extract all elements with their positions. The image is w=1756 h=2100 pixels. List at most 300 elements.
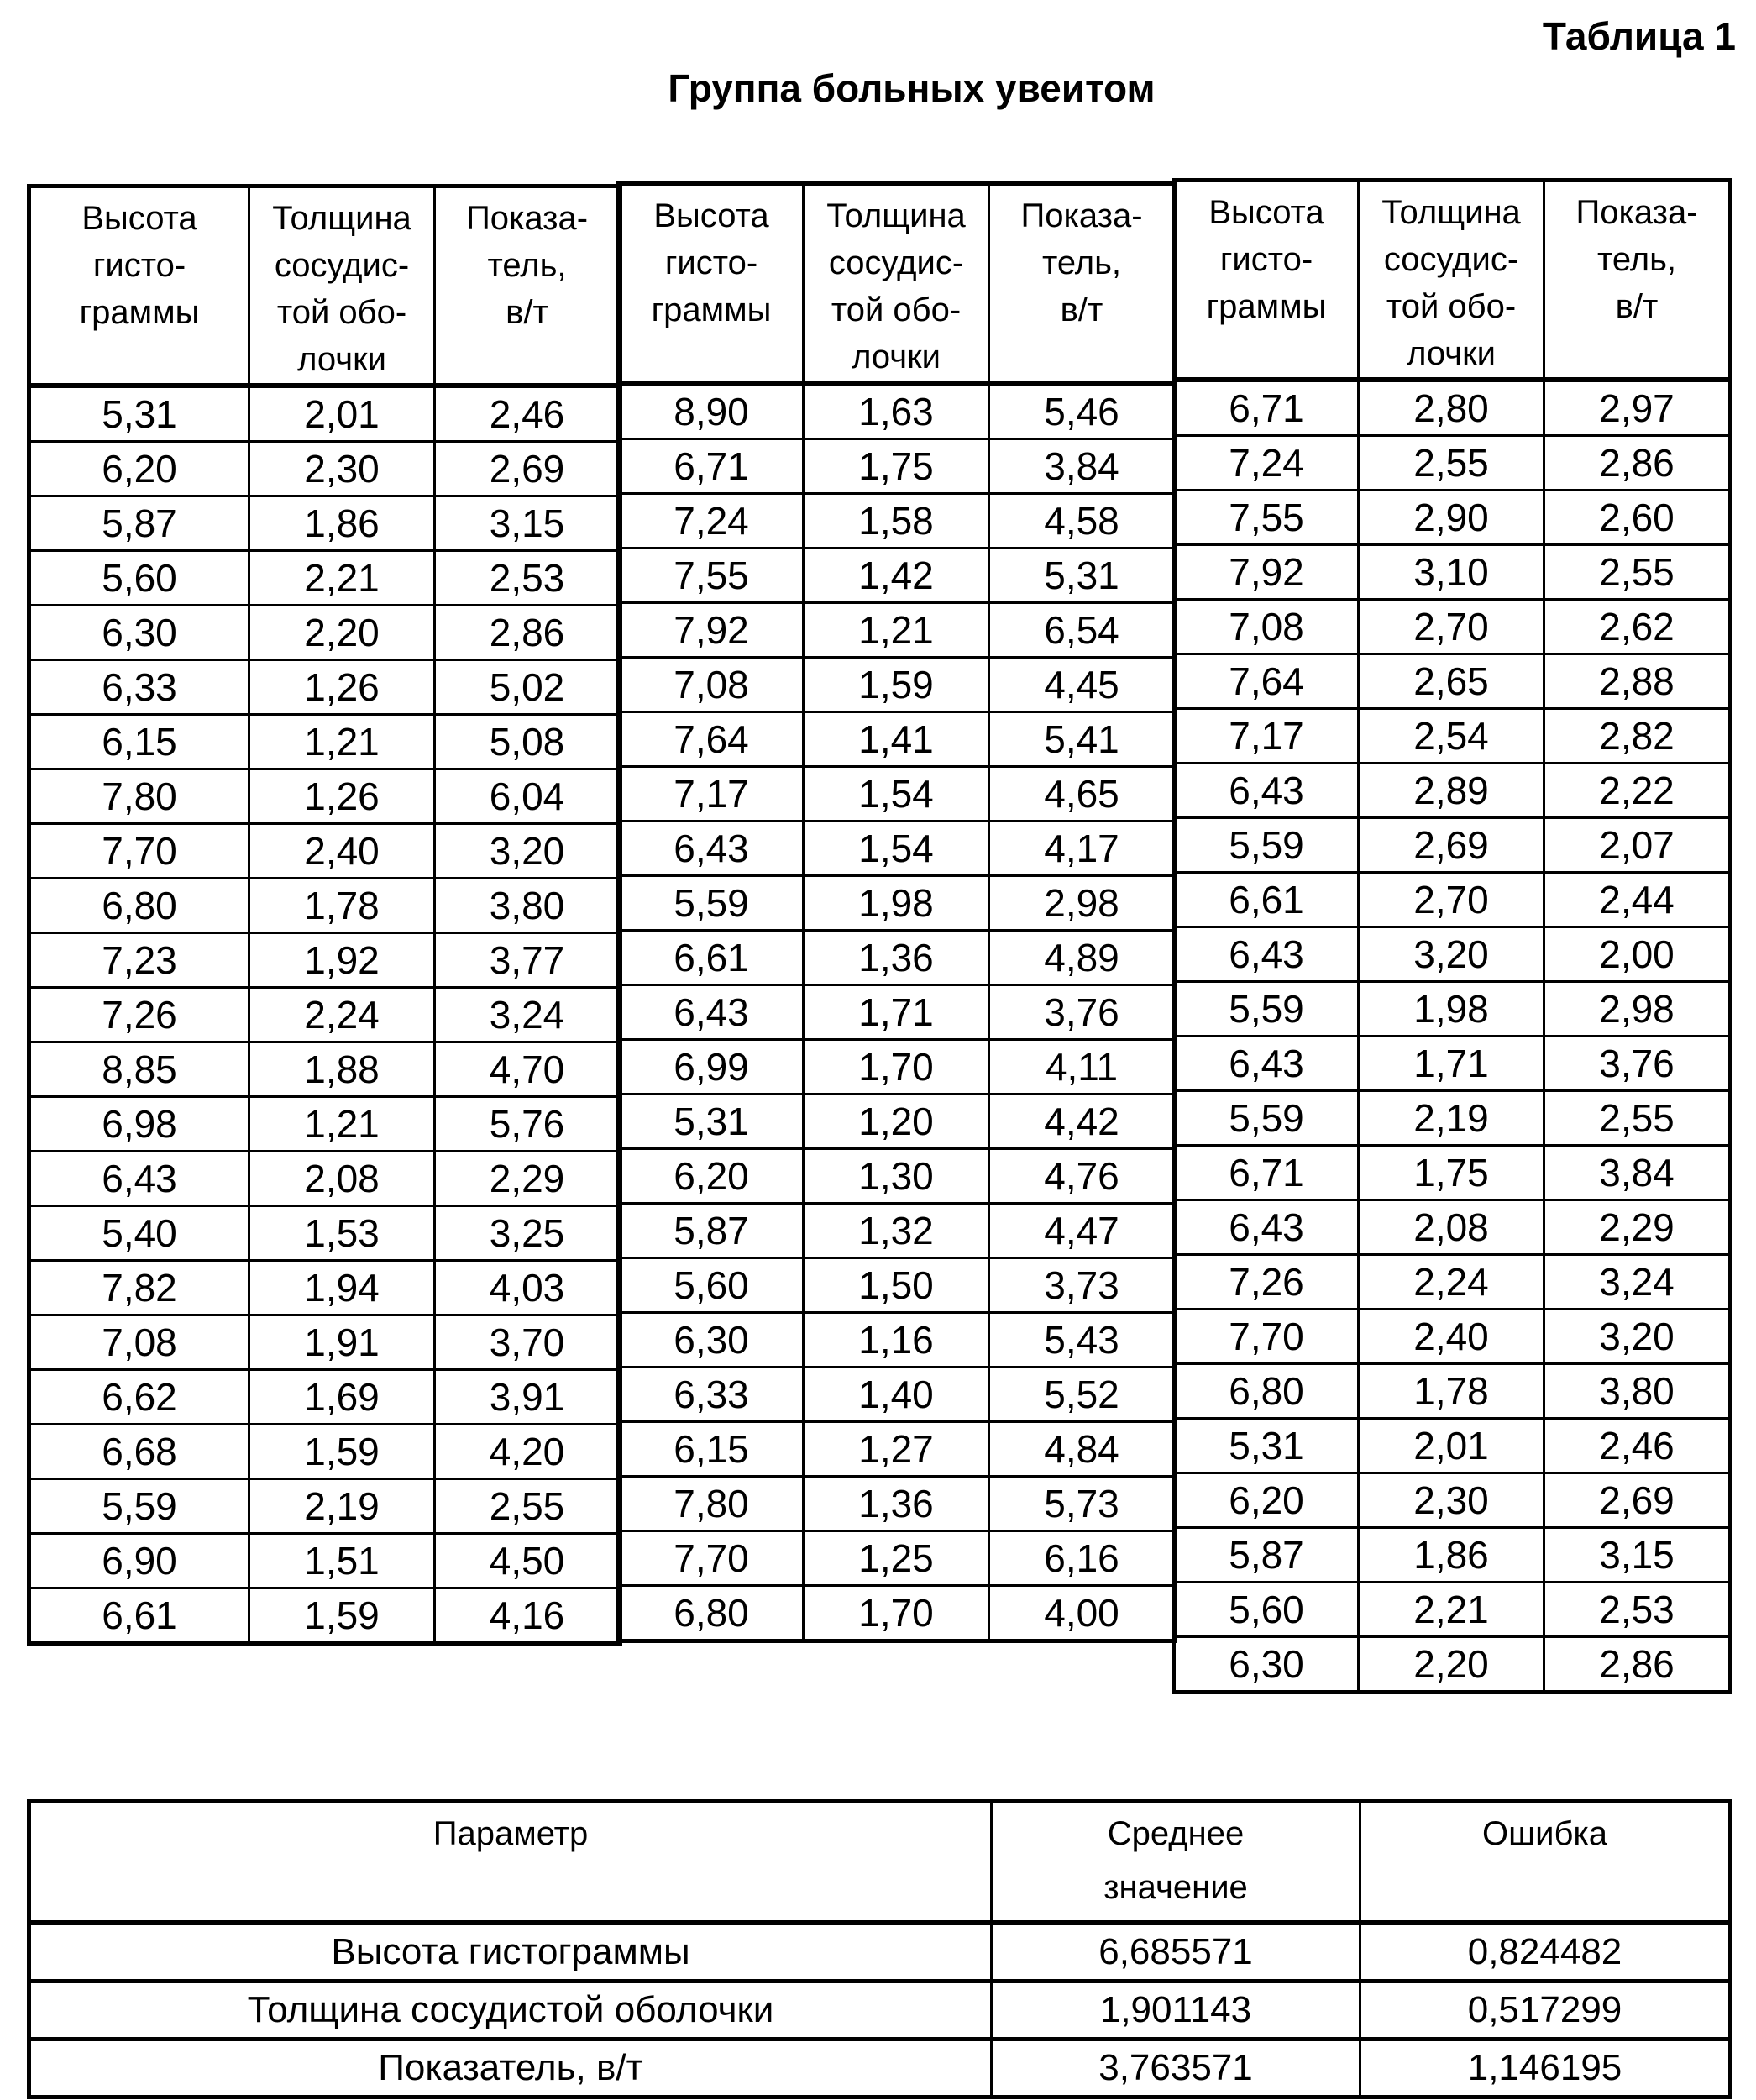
cell-height: 6,20 [29,442,249,496]
cell-thickness: 1,70 [804,1586,989,1641]
cell-index: 2,46 [1544,1419,1731,1473]
cell-index: 5,46 [989,383,1176,439]
cell-height: 6,20 [1174,1473,1359,1528]
header-column-index [435,186,621,386]
cell-height: 5,59 [1174,982,1359,1037]
cell-thickness: 1,70 [804,1040,989,1095]
cell-index: 3,20 [435,824,621,879]
cell-index: 4,20 [435,1425,621,1479]
cell-index: 2,53 [435,551,621,606]
cell-thickness: 1,30 [804,1149,989,1204]
cell-index: 3,15 [435,496,621,551]
cell-height: 6,71 [1174,380,1359,436]
header-line: Показа- [465,200,589,237]
cell-height: 6,90 [29,1534,249,1588]
cell-thickness: 1,86 [249,496,435,551]
cell-thickness: 2,08 [249,1152,435,1206]
table-row [1174,380,1731,436]
table-row [1174,982,1731,1037]
table-row [1174,1037,1731,1091]
cell-index: 3,80 [1544,1364,1731,1419]
cell-thickness: 1,86 [1359,1528,1544,1583]
cell-height: 6,80 [619,1586,804,1641]
cell-thickness: 2,65 [1359,654,1544,709]
table-row [29,551,621,606]
cell-height: 6,71 [1174,1146,1359,1200]
cell-index: 2,62 [1544,600,1731,654]
cell-index: 2,69 [1544,1473,1731,1528]
cell-index: 5,52 [989,1368,1176,1422]
header-column-thickness [1359,181,1544,381]
cell-height: 6,99 [619,1040,804,1095]
header-column-height [29,186,249,386]
header-column-thickness [804,184,989,384]
cell-index: 4,11 [989,1040,1176,1095]
header-line: лочки [852,339,941,375]
table-row [29,879,621,933]
table-row [619,1313,1176,1368]
cell-thickness: 2,89 [1359,764,1544,818]
table-row [29,496,621,551]
cell-thickness: 1,75 [1359,1146,1544,1200]
header-line: той обо- [831,291,962,328]
table-row [619,876,1176,931]
cell-index: 3,15 [1544,1528,1731,1583]
table-row [29,1206,621,1261]
header-column-thickness [249,186,435,386]
table-row [1174,927,1731,982]
cell-thickness: 1,51 [249,1534,435,1588]
cell-index: 2,60 [1544,491,1731,545]
table-row [1174,818,1731,873]
cell-index: 2,44 [1544,873,1731,927]
cell-index: 2,29 [435,1152,621,1206]
cell-height: 6,43 [1174,927,1359,982]
table-row [29,933,621,988]
cell-index: 5,08 [435,715,621,769]
cell-index: 6,16 [989,1531,1176,1586]
cell-height: 8,85 [29,1042,249,1097]
header-line: граммы [1206,288,1327,325]
summary-row [29,1923,1731,1982]
cell-thickness: 1,21 [249,715,435,769]
cell-thickness: 2,21 [1359,1583,1544,1637]
cell-index: 4,50 [435,1534,621,1588]
table-row [29,1152,621,1206]
cell-thickness: 1,26 [249,660,435,715]
header-line: той обо- [276,294,407,331]
document-title: Группа больных увеитом [668,66,1156,110]
cell-thickness: 1,41 [804,712,989,767]
summary-mean: 3,763571 [992,2040,1360,2097]
table-row [619,931,1176,985]
header-line: лочки [1407,335,1496,372]
cell-index: 2,55 [1544,545,1731,600]
cell-index: 4,00 [989,1586,1176,1641]
cell-index: 3,24 [1544,1255,1731,1310]
cell-height: 6,30 [619,1313,804,1368]
cell-index: 4,42 [989,1095,1176,1149]
cell-height: 5,31 [1174,1419,1359,1473]
cell-height: 5,31 [29,386,249,442]
table-row [619,1477,1176,1531]
cell-height: 5,59 [1174,818,1359,873]
cell-height: 6,43 [619,985,804,1040]
table-row [29,1479,621,1534]
cell-index: 2,55 [1544,1091,1731,1146]
cell-thickness: 1,98 [804,876,989,931]
table-row [619,658,1176,712]
cell-thickness: 1,32 [804,1204,989,1258]
cell-thickness: 1,92 [249,933,435,988]
cell-height: 6,62 [29,1370,249,1425]
summary-mean: 6,685571 [992,1923,1360,1982]
cell-index: 4,65 [989,767,1176,822]
cell-height: 7,70 [29,824,249,879]
cell-index: 6,54 [989,603,1176,658]
table-row [29,1315,621,1370]
cell-height: 6,43 [1174,1037,1359,1091]
header-line: гисто- [1219,241,1313,278]
cell-thickness: 2,80 [1359,380,1544,436]
cell-height: 5,40 [29,1206,249,1261]
header-row [1174,181,1731,381]
table-row [29,824,621,879]
cell-index: 4,70 [435,1042,621,1097]
cell-index: 5,43 [989,1313,1176,1368]
cell-thickness: 1,75 [804,439,989,494]
cell-thickness: 1,71 [1359,1037,1544,1091]
cell-index: 4,17 [989,822,1176,876]
header-line: в/т [1615,288,1659,325]
header-column-index [1544,181,1731,381]
cell-index: 3,91 [435,1370,621,1425]
table-row [619,985,1176,1040]
cell-thickness: 1,94 [249,1261,435,1315]
cell-index: 4,84 [989,1422,1176,1477]
cell-height: 8,90 [619,383,804,439]
cell-height: 7,55 [619,549,804,603]
cell-thickness: 2,40 [1359,1310,1544,1364]
cell-height: 6,43 [29,1152,249,1206]
cell-thickness: 1,36 [804,1477,989,1531]
cell-index: 4,47 [989,1204,1176,1258]
cell-index: 2,00 [1544,927,1731,982]
cell-index: 2,55 [435,1479,621,1534]
cell-height: 5,59 [1174,1091,1359,1146]
table-row [29,660,621,715]
cell-index: 3,25 [435,1206,621,1261]
cell-thickness: 1,20 [804,1095,989,1149]
table-row [29,1425,621,1479]
header-line: Высота [653,197,769,234]
cell-index: 3,76 [989,985,1176,1040]
table-row [29,1097,621,1152]
cell-thickness: 1,25 [804,1531,989,1586]
cell-height: 6,98 [29,1097,249,1152]
cell-height: 7,64 [619,712,804,767]
cell-thickness: 2,01 [1359,1419,1544,1473]
cell-height: 6,43 [1174,1200,1359,1255]
cell-index: 2,98 [989,876,1176,931]
table-row [1174,1146,1731,1200]
cell-height: 7,08 [1174,600,1359,654]
header-line: сосудис- [1383,241,1519,278]
cell-thickness: 2,70 [1359,600,1544,654]
table-row [1174,1528,1731,1583]
cell-thickness: 2,08 [1359,1200,1544,1255]
cell-height: 6,30 [29,606,249,660]
cell-thickness: 1,40 [804,1368,989,1422]
cell-thickness: 2,40 [249,824,435,879]
table-row [619,1204,1176,1258]
cell-thickness: 1,27 [804,1422,989,1477]
summary-error: 0,824482 [1360,1923,1731,1982]
table-row [619,1586,1176,1641]
cell-thickness: 2,20 [249,606,435,660]
table-row [1174,600,1731,654]
table-row [29,1534,621,1588]
cell-index: 3,84 [1544,1146,1731,1200]
cell-thickness: 2,30 [249,442,435,496]
table-row [1174,654,1731,709]
cell-index: 3,80 [435,879,621,933]
table-row [1174,1091,1731,1146]
summary-header-error: Ошибка [1360,1802,1731,1924]
table-row [619,603,1176,658]
cell-index: 5,31 [989,549,1176,603]
cell-index: 4,58 [989,494,1176,549]
cell-thickness: 1,54 [804,767,989,822]
cell-index: 2,46 [435,386,621,442]
cell-thickness: 2,01 [249,386,435,442]
cell-thickness: 2,70 [1359,873,1544,927]
header-column-index [989,184,1176,384]
table-row [1174,491,1731,545]
table-row [1174,1583,1731,1637]
cell-thickness: 2,90 [1359,491,1544,545]
table-row [29,606,621,660]
summary-parameter: Толщина сосудистой оболочки [29,1982,992,2040]
cell-thickness: 1,26 [249,769,435,824]
cell-index: 3,70 [435,1315,621,1370]
cell-index: 4,76 [989,1149,1176,1204]
header-line: Высота [81,200,197,237]
cell-index: 5,02 [435,660,621,715]
cell-index: 5,41 [989,712,1176,767]
cell-index: 3,77 [435,933,621,988]
cell-height: 6,80 [29,879,249,933]
cell-height: 6,20 [619,1149,804,1204]
cell-index: 3,24 [435,988,621,1042]
summary-header-row [29,1802,1731,1924]
cell-thickness: 1,21 [249,1097,435,1152]
cell-thickness: 1,42 [804,549,989,603]
table-row [1174,545,1731,600]
cell-index: 4,45 [989,658,1176,712]
header-line: Высота [1208,194,1324,231]
cell-thickness: 1,63 [804,383,989,439]
table-row [619,549,1176,603]
table-row [1174,709,1731,764]
cell-height: 7,23 [29,933,249,988]
table-row [29,442,621,496]
cell-index: 4,89 [989,931,1176,985]
cell-index: 3,20 [1544,1310,1731,1364]
data-table-group-3 [1172,178,1732,1694]
cell-height: 5,59 [619,876,804,931]
cell-thickness: 1,71 [804,985,989,1040]
cell-height: 7,24 [1174,436,1359,491]
header-line: сосудис- [274,247,410,284]
header-line: граммы [651,291,772,328]
cell-height: 7,80 [29,769,249,824]
header-line: сосудис- [828,244,964,281]
table-row [619,1368,1176,1422]
cell-height: 7,26 [29,988,249,1042]
cell-height: 5,87 [619,1204,804,1258]
cell-height: 6,15 [29,715,249,769]
summary-error: 0,517299 [1360,1982,1731,2040]
table-row [619,1149,1176,1204]
cell-index: 2,29 [1544,1200,1731,1255]
cell-height: 7,82 [29,1261,249,1315]
summary-parameter: Показатель, в/т [29,2040,992,2097]
cell-index: 4,03 [435,1261,621,1315]
table-row [29,988,621,1042]
header-line: Толщина [272,200,411,237]
cell-height: 6,43 [619,822,804,876]
header-line: Показа- [1575,194,1698,231]
cell-height: 6,68 [29,1425,249,1479]
header-line: тель, [1596,241,1677,278]
cell-index: 2,97 [1544,380,1731,436]
cell-thickness: 1,59 [249,1588,435,1644]
cell-index: 2,22 [1544,764,1731,818]
cell-thickness: 2,24 [1359,1255,1544,1310]
header-line: тель, [1041,244,1122,281]
cell-index: 5,76 [435,1097,621,1152]
cell-index: 6,04 [435,769,621,824]
cell-thickness: 1,78 [249,879,435,933]
cell-height: 5,87 [1174,1528,1359,1583]
cell-index: 2,88 [1544,654,1731,709]
cell-height: 7,17 [619,767,804,822]
table-row [619,767,1176,822]
cell-height: 6,61 [1174,873,1359,927]
cell-index: 2,07 [1544,818,1731,873]
cell-thickness: 1,53 [249,1206,435,1261]
cell-thickness: 1,91 [249,1315,435,1370]
header-line: в/т [1060,291,1103,328]
cell-thickness: 1,54 [804,822,989,876]
table-row [1174,1310,1731,1364]
cell-thickness: 1,98 [1359,982,1544,1037]
header-line: граммы [79,294,200,331]
cell-height: 5,59 [29,1479,249,1534]
cell-index: 5,73 [989,1477,1176,1531]
table-row [1174,873,1731,927]
table-row [619,1422,1176,1477]
cell-height: 5,87 [29,496,249,551]
table-row [29,715,621,769]
cell-thickness: 1,78 [1359,1364,1544,1419]
table-row [1174,1419,1731,1473]
cell-height: 7,70 [619,1531,804,1586]
cell-thickness: 1,59 [249,1425,435,1479]
data-table-group-1 [27,184,622,1646]
table-row [29,1370,621,1425]
cell-index: 2,98 [1544,982,1731,1037]
cell-height: 6,15 [619,1422,804,1477]
data-table-group-2 [616,181,1177,1643]
table-row [1174,436,1731,491]
table-row [619,439,1176,494]
cell-thickness: 2,55 [1359,436,1544,491]
summary-mean: 1,901143 [992,1982,1360,2040]
table-row [29,386,621,442]
cell-height: 5,60 [29,551,249,606]
cell-height: 6,30 [1174,1637,1359,1693]
header-line: Толщина [1381,194,1521,231]
cell-height: 6,33 [619,1368,804,1422]
header-row [29,186,621,386]
cell-height: 7,92 [1174,545,1359,600]
header-line: в/т [506,294,548,331]
summary-header-mean-line: значение [1103,1869,1248,1906]
cell-thickness: 2,54 [1359,709,1544,764]
table-row [619,822,1176,876]
summary-parameter: Высота гистограммы [29,1923,992,1982]
table-row [1174,1364,1731,1419]
table-row [619,494,1176,549]
header-line: Толщина [826,197,966,234]
table-row [619,1040,1176,1095]
cell-thickness: 2,19 [249,1479,435,1534]
cell-index: 2,82 [1544,709,1731,764]
cell-thickness: 1,36 [804,931,989,985]
summary-row [29,1982,1731,2040]
header-column-height [619,184,804,384]
table-row [1174,1255,1731,1310]
cell-thickness: 1,88 [249,1042,435,1097]
table-row [1174,1637,1731,1693]
summary-header-parameter: Параметр [29,1802,992,1924]
cell-height: 6,80 [1174,1364,1359,1419]
cell-thickness: 2,24 [249,988,435,1042]
cell-index: 2,86 [1544,1637,1731,1693]
cell-height: 7,55 [1174,491,1359,545]
cell-thickness: 2,19 [1359,1091,1544,1146]
cell-thickness: 3,20 [1359,927,1544,982]
table-row [1174,1200,1731,1255]
header-line: тель, [487,247,567,284]
header-column-height [1174,181,1359,381]
table-row [619,712,1176,767]
header-line: гисто- [92,247,186,284]
cell-height: 7,70 [1174,1310,1359,1364]
cell-thickness: 1,50 [804,1258,989,1313]
cell-height: 6,43 [1174,764,1359,818]
cell-height: 7,24 [619,494,804,549]
table-row [619,1531,1176,1586]
cell-thickness: 1,21 [804,603,989,658]
cell-height: 7,92 [619,603,804,658]
cell-height: 7,17 [1174,709,1359,764]
table-row [619,383,1176,439]
summary-header-mean-line: Среднее [1107,1815,1245,1852]
cell-thickness: 1,16 [804,1313,989,1368]
